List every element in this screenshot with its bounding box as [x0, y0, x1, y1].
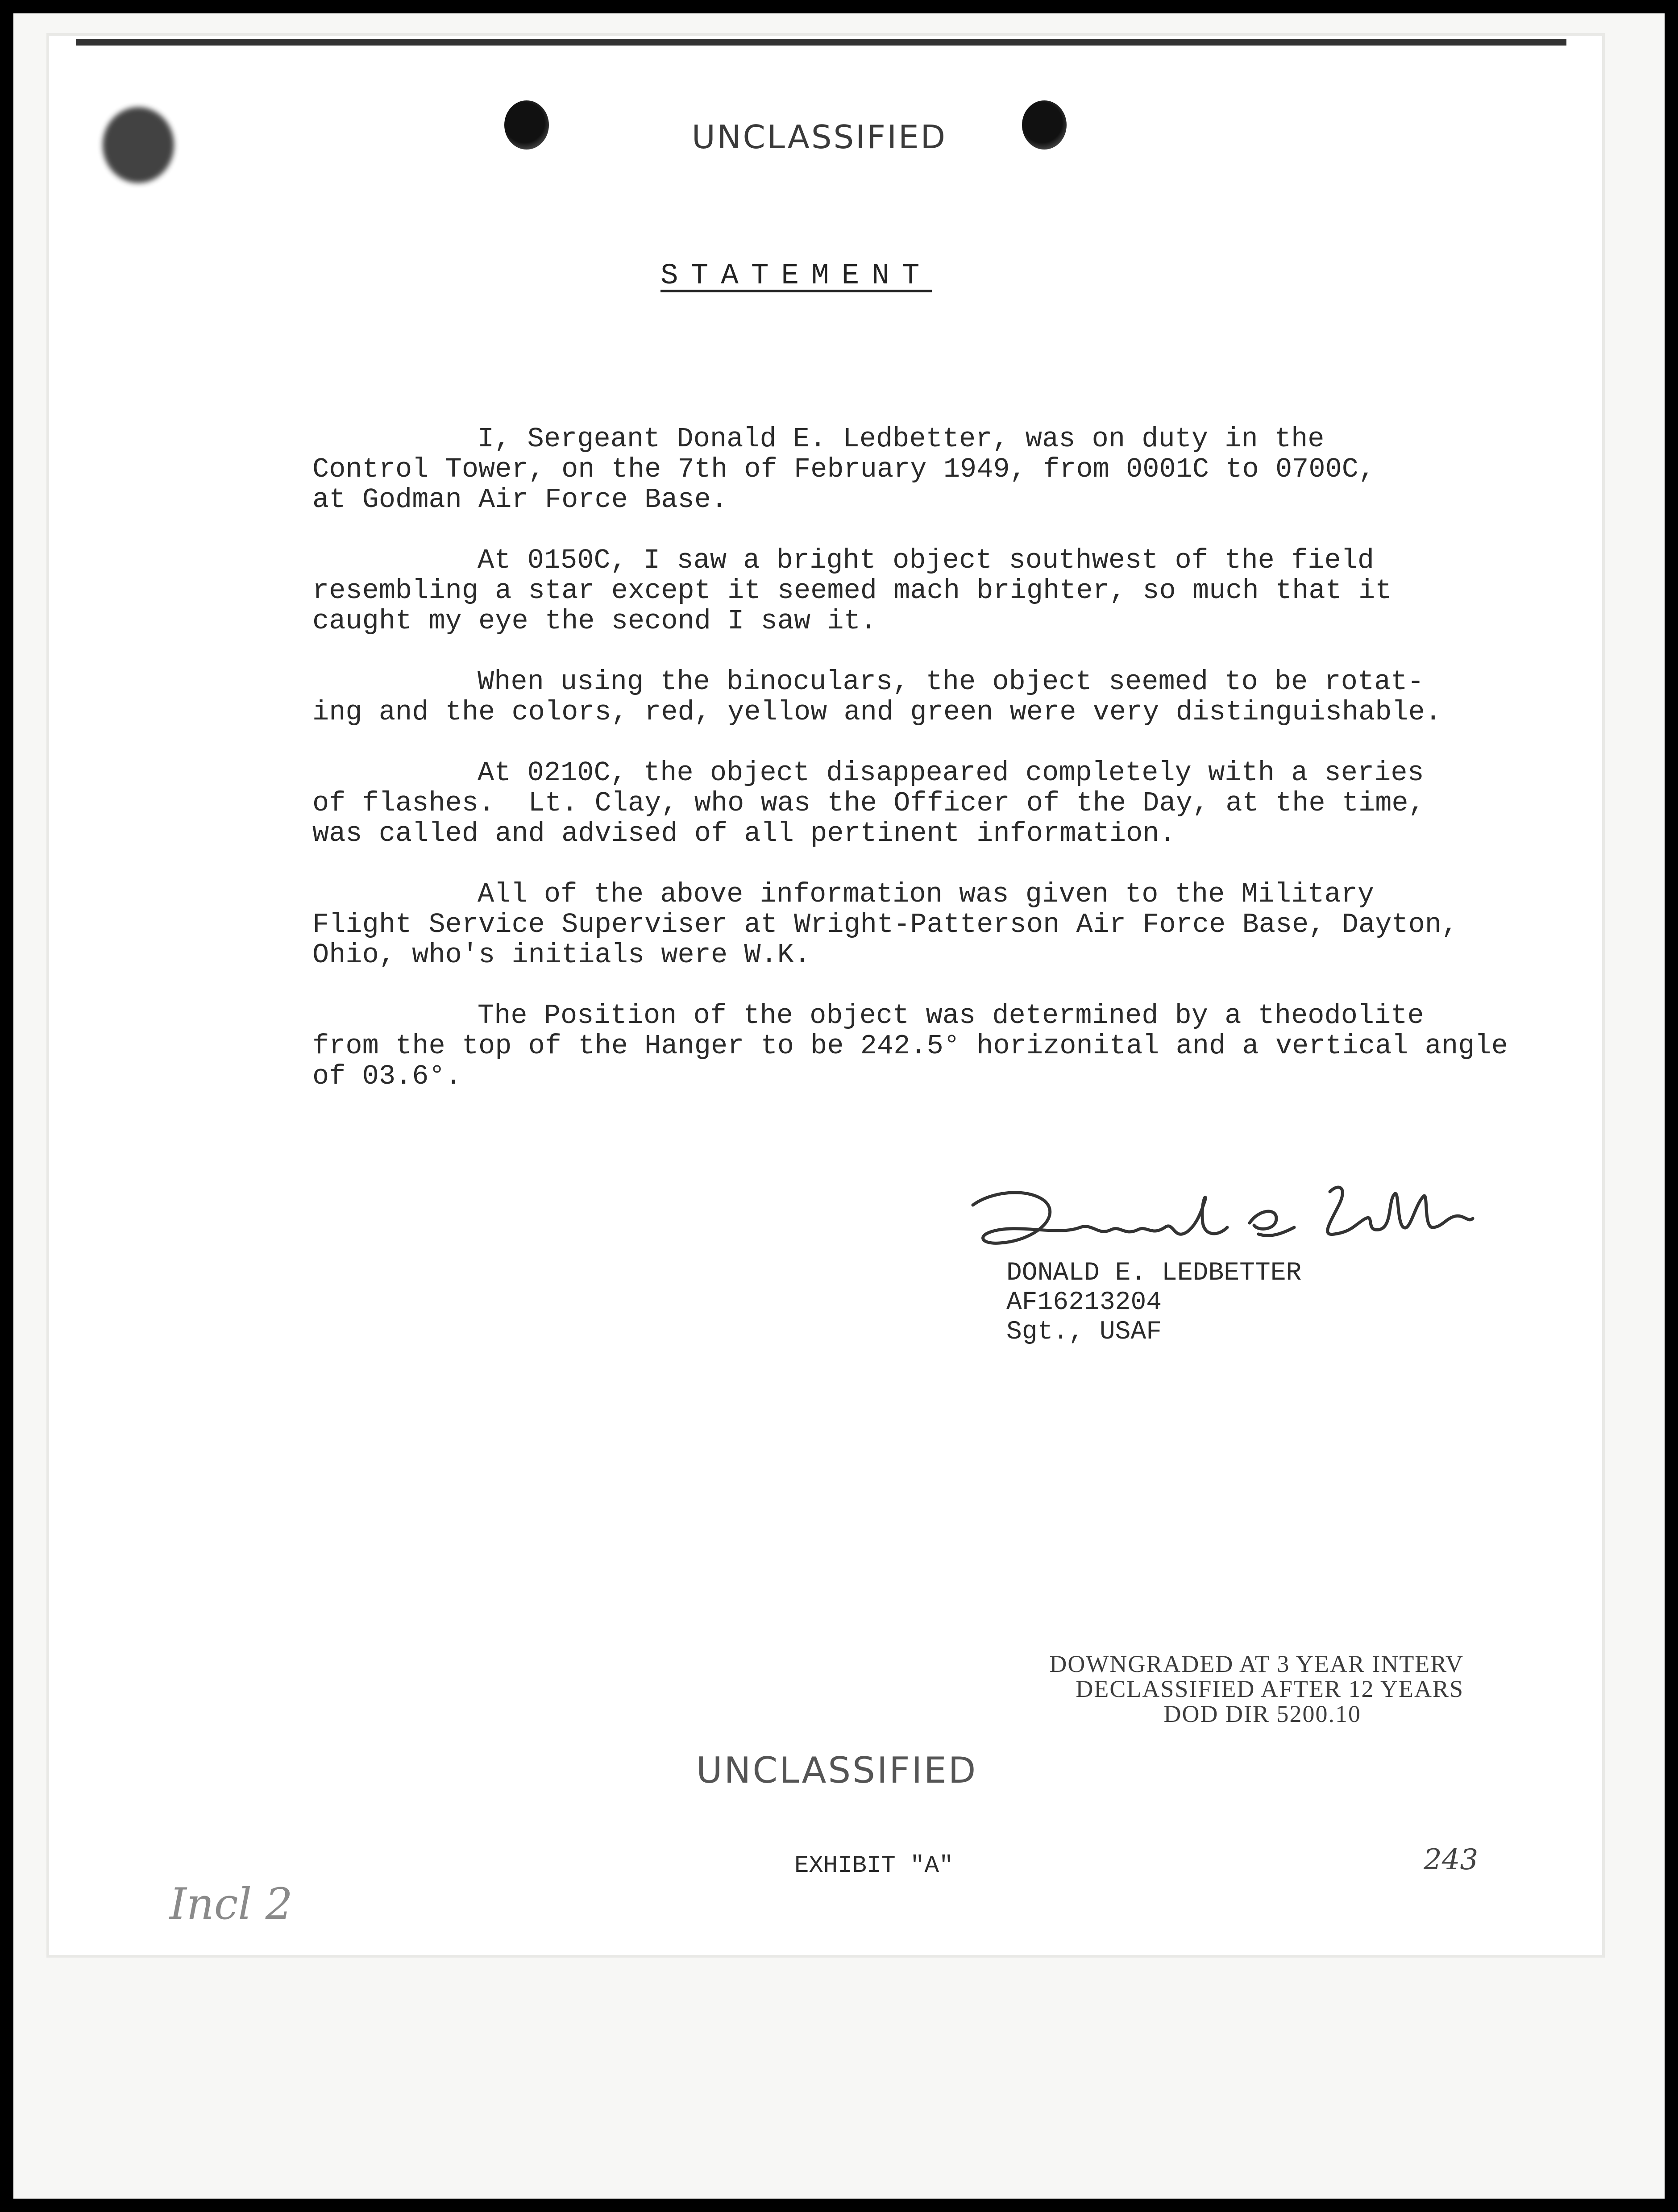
text-line: At 0150C, I saw a bright object southwest of the field — [478, 545, 1375, 576]
downgrade-line: DOWNGRADED AT 3 YEAR INTERV — [1049, 1651, 1464, 1677]
ink-smudge — [103, 107, 174, 183]
text-line: Flight Service Superviser at Wright-Patterson Air Force Base, Dayton, — [312, 909, 1458, 940]
paragraph-sighting — [312, 545, 1517, 636]
directive-line: DOD DIR 5200.10 — [1163, 1701, 1361, 1727]
text-line: ing and the colors, red, yellow and green were very distinguishable. — [312, 696, 1442, 728]
text-line: Control Tower, on the 7th of February 1949, from 0001C to 0700C, — [312, 453, 1375, 485]
paragraph-duty — [312, 424, 1517, 515]
text-line: I, Sergeant Donald E. Ledbetter, was on duty in the — [478, 423, 1325, 455]
text-line: Ohio, who's initials were W.K. — [312, 939, 811, 971]
text-line: At 0210C, the object disappeared completely with a series — [478, 757, 1424, 789]
text-line: from the top of the Hanger to be 242.5° horizonital and a vertical angle — [312, 1030, 1508, 1062]
classification-stamp-top: UNCLASSIFIED — [692, 118, 947, 156]
exhibit-label: EXHIBIT "A" — [794, 1852, 954, 1879]
handwritten-signature — [964, 1174, 1482, 1263]
top-edge-rule — [76, 39, 1566, 46]
service-number: AF16213204 — [1006, 1288, 1162, 1317]
punch-hole-right — [1022, 100, 1067, 150]
classification-stamp-bottom: UNCLASSIFIED — [696, 1750, 978, 1791]
text-line: The Position of the object was determined by a theodolite — [478, 1000, 1424, 1031]
text-line: When using the binoculars, the object seemed to be rotat- — [478, 666, 1424, 698]
statement-body — [312, 424, 1517, 1122]
signatory-name: DONALD E. LEDBETTER — [1006, 1259, 1302, 1288]
declassified-line: DECLASSIFIED AFTER 12 YEARS — [1076, 1676, 1464, 1702]
text-line: was called and advised of all pertinent information. — [312, 818, 1176, 849]
punch-hole-left — [504, 100, 549, 150]
paragraph-binoculars — [312, 667, 1517, 728]
paragraph-reporting — [312, 879, 1517, 970]
paragraph-position — [312, 1001, 1517, 1092]
text-line: of 03.6°. — [312, 1060, 462, 1092]
text-line: All of the above information was given to the Military — [478, 878, 1375, 910]
text-line: at Godman Air Force Base. — [312, 484, 728, 516]
document-title: STATEMENT — [660, 259, 932, 292]
text-line: of flashes. Lt. Clay, who was the Officer of the Day, at the time, — [312, 787, 1425, 819]
paragraph-disappearance — [312, 758, 1517, 849]
text-line: caught my eye the second I saw it. — [312, 605, 877, 637]
text-line: resembling a star except it seemed mach brighter, so much that it — [312, 575, 1392, 607]
handwritten-page-number: 243 — [1424, 1843, 1479, 1876]
downgrade-notice — [946, 1651, 1464, 1726]
signatory-rank: Sgt., USAF — [1006, 1318, 1162, 1347]
signature-block — [1006, 1259, 1301, 1347]
handwritten-margin-note: Incl 2 — [170, 1879, 293, 1929]
